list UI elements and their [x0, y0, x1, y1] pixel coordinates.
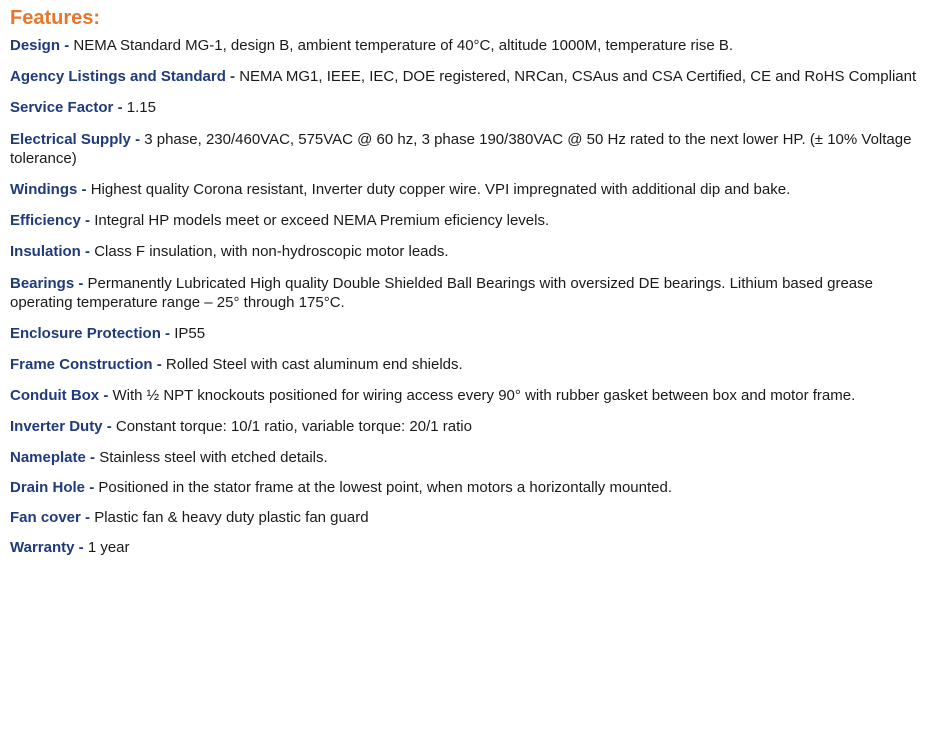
- feature-text: 1 year: [87, 539, 130, 557]
- feature-item-nameplate: [10, 448, 922, 467]
- page-title: Features:: [10, 7, 101, 29]
- feature-item-efficiency: [10, 211, 922, 230]
- feature-text: Plastic fan & heavy duty plastic fan guard: [94, 509, 369, 526]
- feature-text: 3 phase, 230/460VAC, 575VAC @ 60 hz, 3 phase 190/380VAC @ 50 Hz rated to the next lower HP. (± 10% Voltage tolerance): [10, 130, 912, 167]
- feature-separator: -: [117, 99, 123, 117]
- feature-item-warranty: [10, 538, 922, 557]
- feature-text: Stainless steel with etched details.: [99, 448, 328, 466]
- feature-label: Service Factor: [10, 99, 114, 117]
- feature-separator: -: [106, 418, 112, 436]
- feature-text: Constant torque: 10/1 ratio, variable torque: 20/1 ratio: [115, 418, 472, 436]
- feature-text: Class F insulation, with non-hydroscopic motor leads.: [94, 243, 449, 261]
- feature-item-design: [10, 36, 922, 55]
- feature-text: Positioned in the stator frame at the lowest point, when motors a horizontally mounted.: [98, 478, 672, 496]
- feature-separator: -: [85, 509, 91, 526]
- feature-label: Insulation: [10, 243, 81, 261]
- feature-text: Rolled Steel with cast aluminum end shields.: [165, 356, 463, 374]
- feature-item-drain-hole: [10, 478, 922, 497]
- feature-separator: -: [85, 212, 91, 230]
- feature-item-insulation: [10, 242, 922, 261]
- feature-label: Electrical Supply: [10, 130, 131, 148]
- feature-item-conduit-box: [10, 386, 922, 405]
- feature-label: Frame Construction: [10, 356, 153, 374]
- feature-separator: -: [81, 180, 87, 198]
- feature-item-fan-cover: [10, 508, 922, 527]
- feature-text: With ½ NPT knockouts positioned for wiring access every 90° with rubber gasket between box and motor frame.: [112, 387, 856, 405]
- feature-separator: -: [78, 539, 84, 557]
- feature-item-bearings: [10, 274, 922, 312]
- feature-label: Fan cover: [10, 509, 81, 526]
- feature-item-electrical-supply: [10, 130, 922, 168]
- feature-label: Warranty: [10, 539, 75, 557]
- feature-text: NEMA MG1, IEEE, IEC, DOE registered, NRCan, CSAus and CSA Certified, CE and RoHS Compliant: [239, 68, 917, 86]
- feature-separator: -: [85, 243, 91, 261]
- feature-text: Integral HP models meet or exceed NEMA Premium eficiency levels.: [94, 212, 550, 230]
- feature-label: Inverter Duty: [10, 418, 103, 436]
- feature-label: Drain Hole: [10, 478, 86, 496]
- feature-separator: -: [230, 68, 236, 86]
- feature-separator: -: [89, 478, 95, 496]
- feature-label: Design: [10, 37, 61, 54]
- feature-label: Conduit Box: [10, 387, 100, 405]
- feature-text: Highest quality Corona resistant, Inverter duty copper wire. VPI impregnated with additional dip and bake.: [90, 180, 791, 198]
- feature-separator: -: [90, 448, 96, 466]
- feature-label: Windings: [10, 180, 78, 198]
- feature-item-service-factor: [10, 98, 922, 117]
- feature-separator: -: [103, 387, 109, 405]
- feature-label: Bearings: [10, 274, 75, 292]
- feature-label: Nameplate: [10, 448, 86, 466]
- feature-item-frame-construction: [10, 355, 922, 374]
- feature-separator: -: [165, 324, 171, 342]
- feature-separator: -: [135, 130, 141, 148]
- feature-text: Permanently Lubricated High quality Double Shielded Ball Bearings with oversized DE bearings. Lithium based grease operating temperature range – 25° through 175°C.: [10, 274, 873, 311]
- feature-item-agency-listings-and-standard: [10, 67, 922, 86]
- feature-item-enclosure-protection: [10, 324, 922, 343]
- feature-text: 1.15: [126, 99, 156, 117]
- feature-separator: -: [156, 356, 162, 374]
- feature-separator: -: [64, 37, 70, 54]
- feature-label: Agency Listings and Standard: [10, 68, 226, 86]
- feature-label: Efficiency: [10, 212, 81, 230]
- feature-item-windings: [10, 180, 922, 199]
- feature-item-inverter-duty: [10, 417, 922, 436]
- feature-separator: -: [78, 274, 84, 292]
- feature-text: NEMA Standard MG-1, design B, ambient temperature of 40°C, altitude 1000M, temperature rise B.: [73, 37, 734, 54]
- feature-label: Enclosure Protection: [10, 324, 161, 342]
- feature-text: IP55: [174, 324, 206, 342]
